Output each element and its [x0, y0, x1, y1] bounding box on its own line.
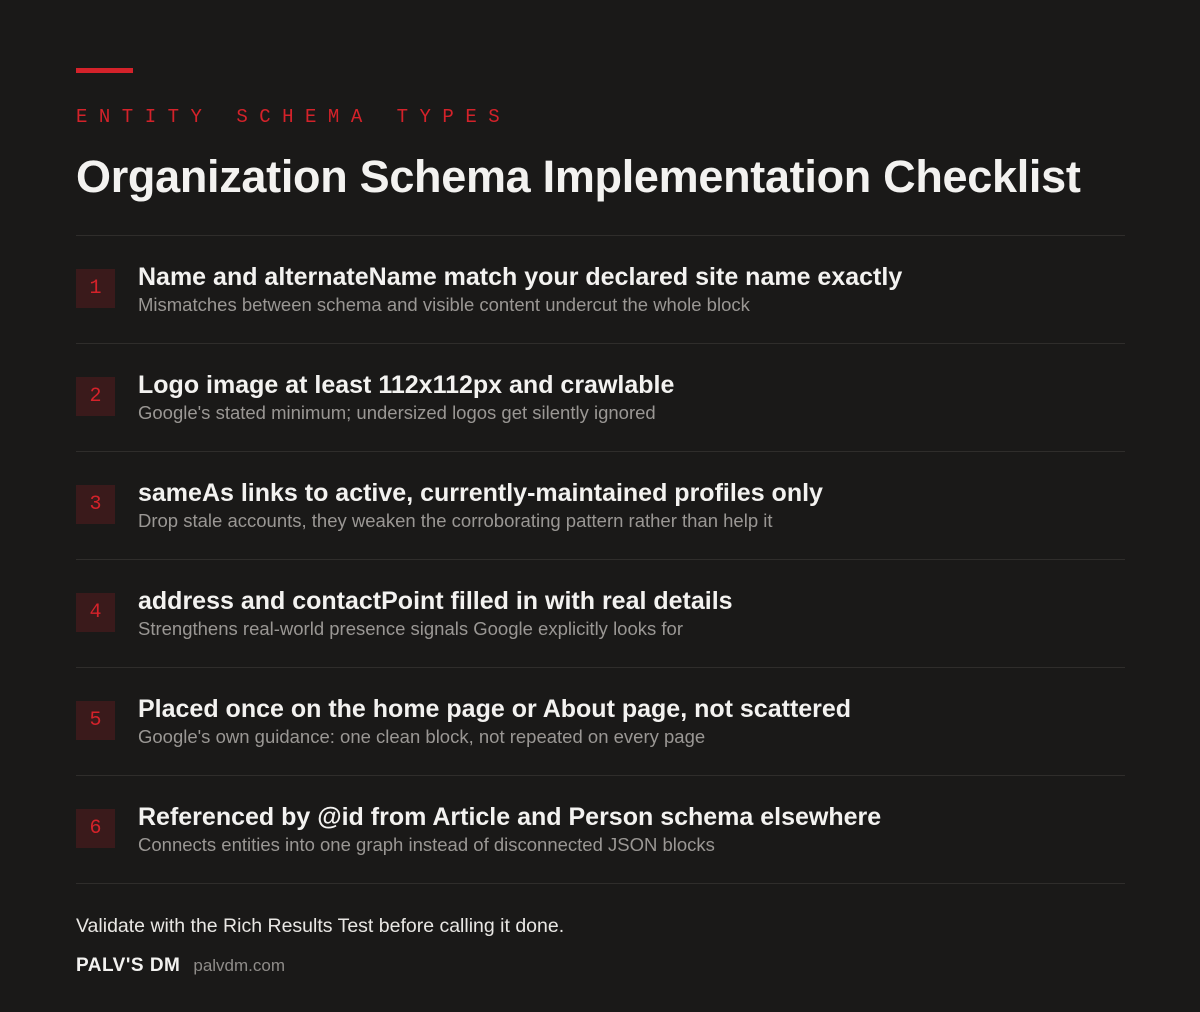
list-item — [76, 452, 1125, 560]
list-item — [76, 668, 1125, 776]
list-item — [76, 776, 1125, 884]
item-number-badge: 3 — [76, 485, 115, 524]
item-title: Name and alternateName match your declared site name exactly — [138, 263, 903, 291]
item-text — [138, 586, 1125, 641]
item-subtitle: Strengthens real-world presence signals Google explicitly looks for — [138, 618, 683, 639]
item-subtitle: Google's own guidance: one clean block, not repeated on every page — [138, 726, 706, 747]
list-item — [76, 236, 1125, 344]
item-text — [138, 694, 1125, 749]
item-number-badge: 6 — [76, 809, 115, 848]
accent-bar — [76, 68, 133, 73]
item-text — [138, 262, 1125, 317]
page-title: Organization Schema Implementation Checklist — [76, 151, 1081, 202]
item-text — [138, 370, 1125, 425]
item-number-badge: 4 — [76, 593, 115, 632]
item-text — [138, 802, 1125, 857]
item-number-badge: 2 — [76, 377, 115, 416]
brand-url: palvdm.com — [193, 956, 286, 975]
item-subtitle: Drop stale accounts, they weaken the corroborating pattern rather than help it — [138, 510, 773, 531]
footer-note: Validate with the Rich Results Test before calling it done. — [76, 915, 565, 937]
list-item — [76, 560, 1125, 668]
checklist — [76, 235, 1125, 884]
item-number-badge: 5 — [76, 701, 115, 740]
brand-name: PALV'S DM — [76, 955, 181, 976]
item-title: address and contactPoint filled in with real details — [138, 587, 733, 615]
brand — [76, 955, 285, 977]
item-title: Logo image at least 112x112px and crawlable — [138, 371, 675, 399]
list-item — [76, 344, 1125, 452]
eyebrow-label: ENTITY SCHEMA TYPES — [76, 106, 512, 128]
item-subtitle: Connects entities into one graph instead of disconnected JSON blocks — [138, 834, 715, 855]
item-title: Placed once on the home page or About page, not scattered — [138, 695, 852, 723]
item-text — [138, 478, 1125, 533]
item-title: sameAs links to active, currently-maintained profiles only — [138, 479, 823, 507]
checklist-card — [76, 68, 1125, 884]
item-subtitle: Google's stated minimum; undersized logos get silently ignored — [138, 402, 656, 423]
item-number-badge: 1 — [76, 269, 115, 308]
item-subtitle: Mismatches between schema and visible content undercut the whole block — [138, 294, 750, 315]
item-title: Referenced by @id from Article and Person schema elsewhere — [138, 803, 882, 831]
